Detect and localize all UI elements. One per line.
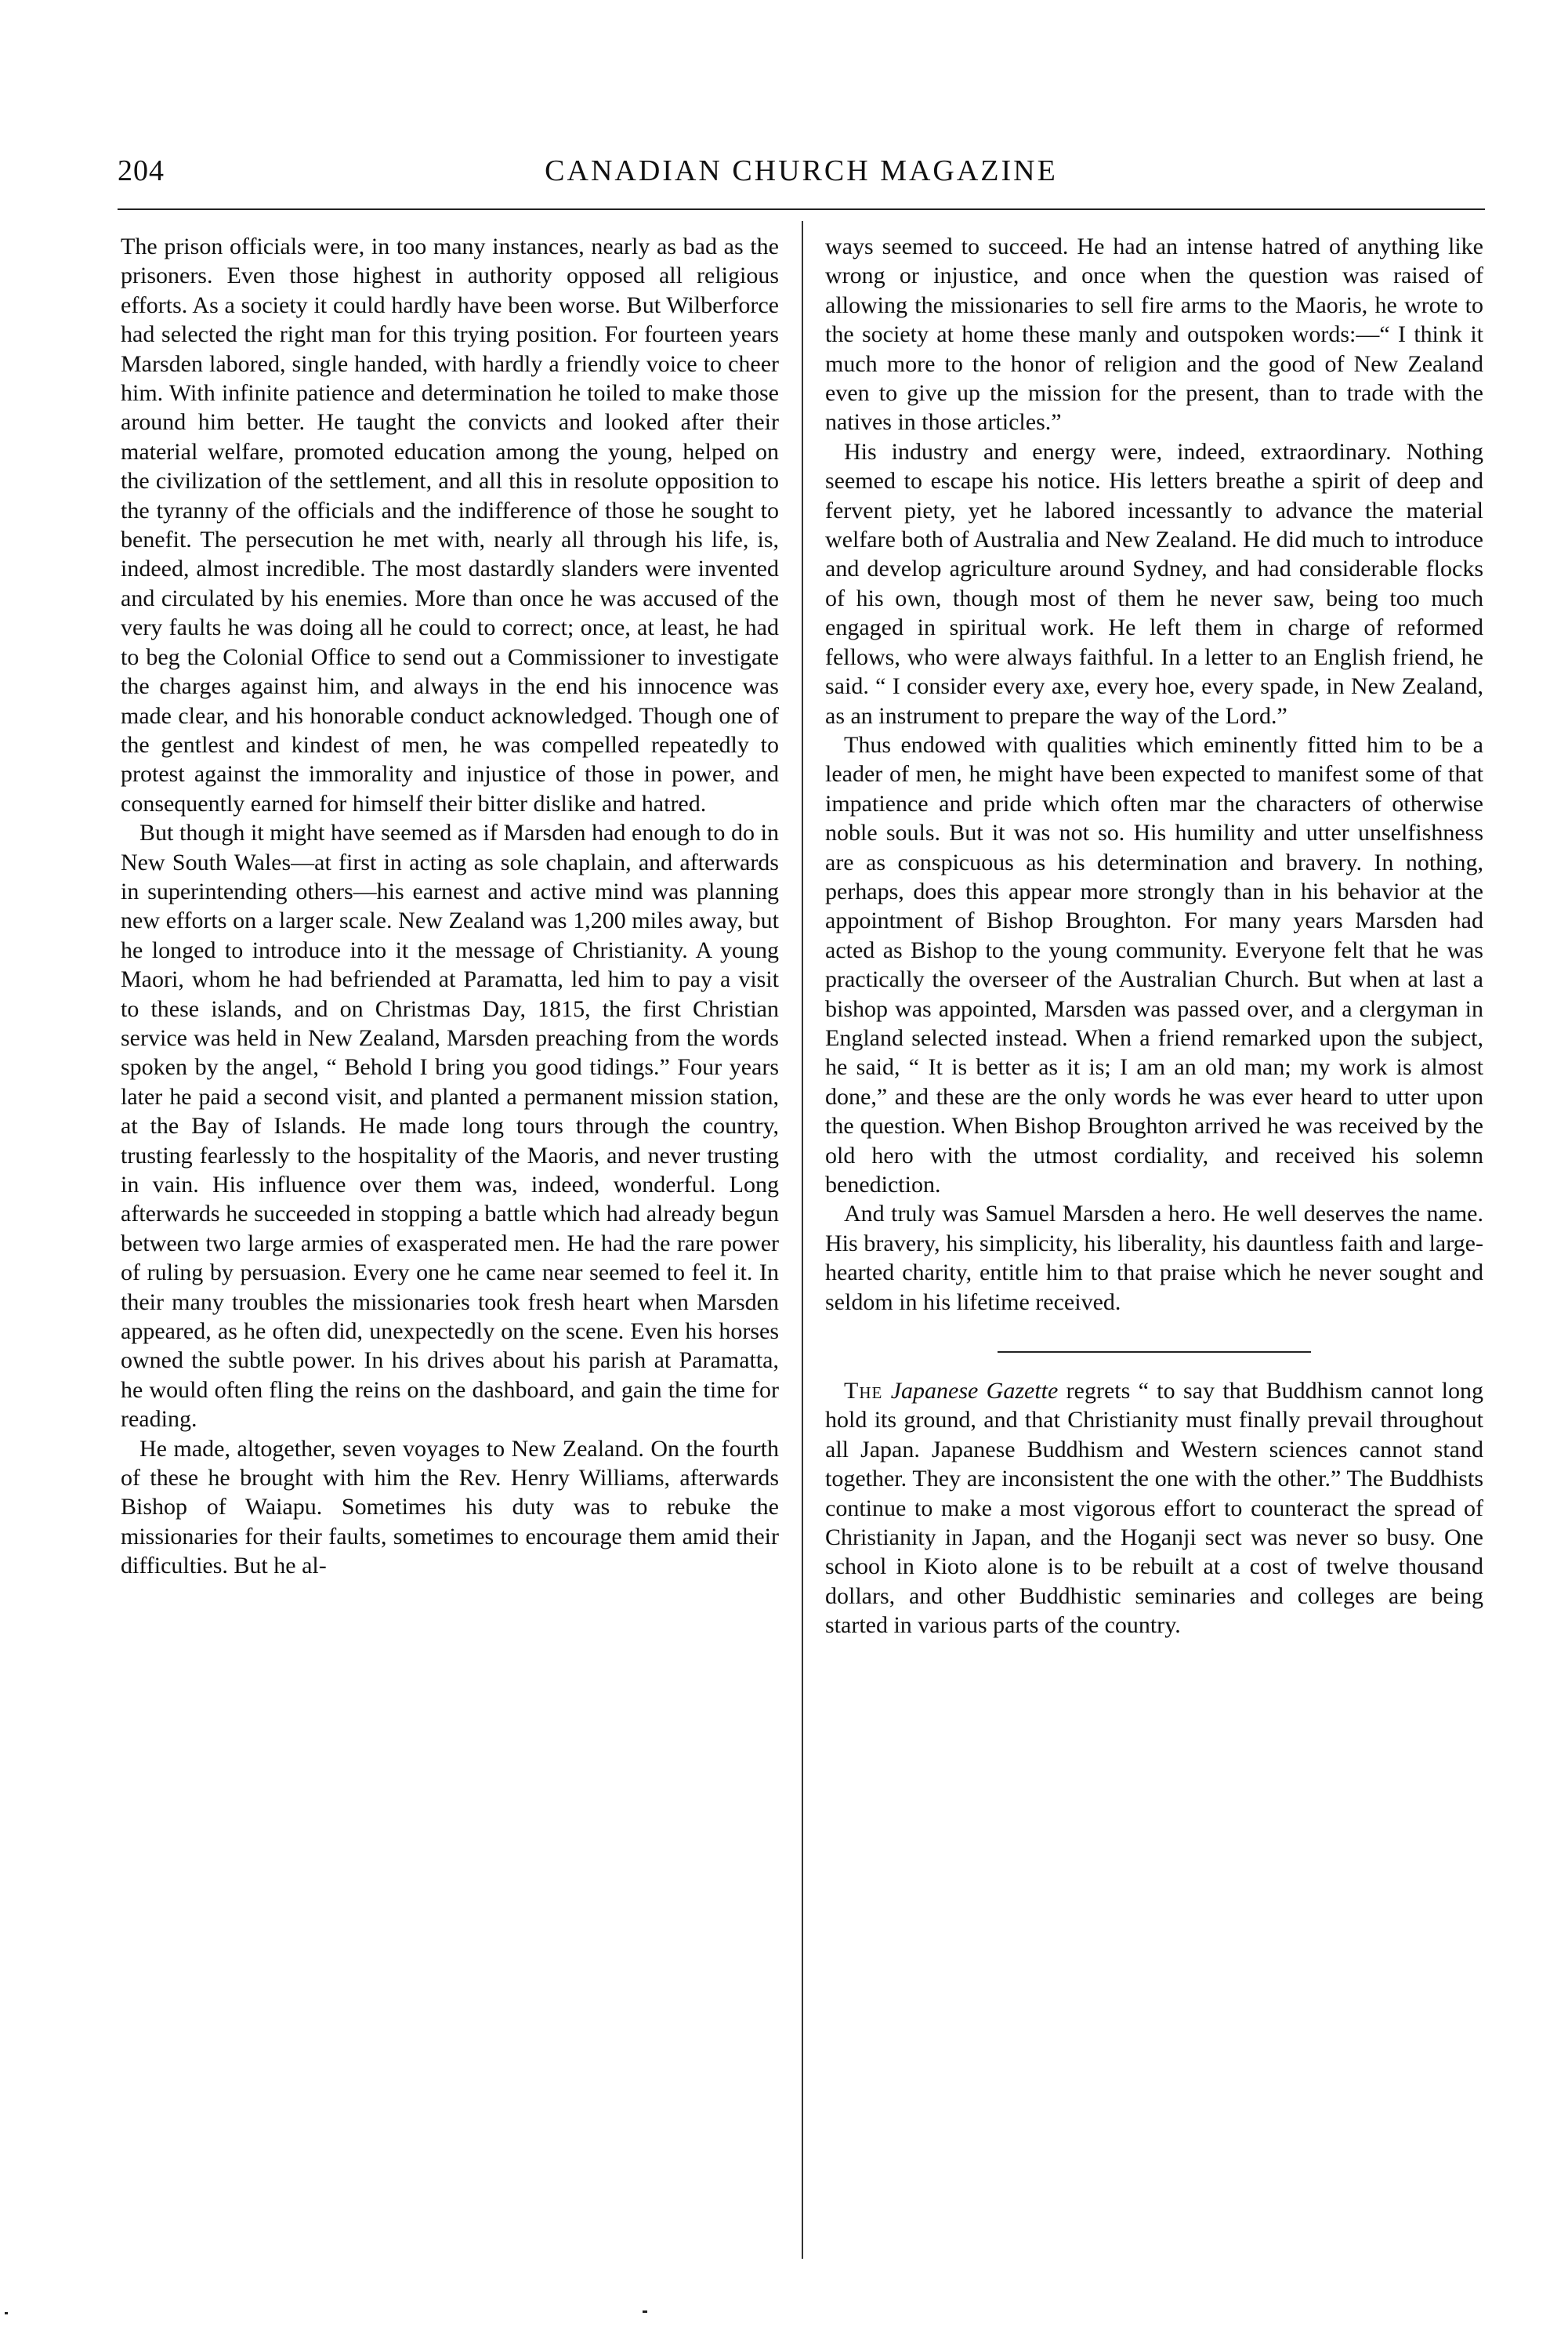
page-number: 204 (118, 154, 165, 187)
scan-speck (5, 2312, 8, 2314)
publication-title: Japanese Gazette (890, 1378, 1059, 1404)
paragraph: ways seemed to succeed. He had an intense hatred of anything like wrong or injustice, and once when the question was raised of allowing the missionaries to sell fire arms to the Maoris, he wrote to the society at home these manly and outspoken words:—“ I think it much more to the honor of religion and the good of New Zealand even to give up the mission for the present, than to trade with the natives in those articles.” (825, 234, 1483, 436)
lead-word: The (844, 1378, 883, 1404)
paragraph: And truly was Samuel Marsden a hero. He well deserves the name. His bravery, his simplicity, his liberality, his dauntless faith and large-hearted charity, entitle him to that praise which he never sought and seldom in his lifetime received. (825, 1201, 1483, 1315)
paragraph: His industry and energy were, indeed, extraordinary. Nothing seemed to escape his notice. His letters breathe a spirit of deep and fervent piety, yet he labored incessantly to advance the material welfare both of Australia and New Zealand. He did much to introduce and develop agriculture around Sydney, and had considerable flocks of his own, though most of them he never saw, being too much engaged in spiritual work. He left them in charge of reformed fellows, who were always faithful. In a letter to an English friend, he said. “ I consider every axe, every hoe, every spade, in New Zealand, as an instrument to prepare the way of the Lord.” (825, 438, 1483, 729)
paragraph: Thus endowed with qualities which eminently fitted him to be a leader of men, he might have been expected to manifest some of that impatience and pride which often mar the characters of otherwise noble souls. But it was not so. His humility and utter unselfishness are as conspicuous as his determination and bravery. In nothing, perhaps, does this appear more strongly than in his behavior at the appointment of Bishop Broughton. For many years Marsden had acted as Bishop to the young community. Everyone felt that he was practically the overseer of the Australian Church. But when at last a bishop was appointed, Marsden was passed over, and a clergyman in England selected instead. When a friend remarked upon the subject, he said, “ It is better as it is; I am an old man; my work is almost done,” and these are the only words he was ever heard to utter upon the question. When Bishop Broughton arrived he was received by the old hero with the utmost cordiality, and received his solemn benediction. (825, 731, 1483, 1198)
right-column (825, 232, 1483, 1640)
running-title: CANADIAN CHURCH MAGAZINE (545, 154, 1058, 187)
paragraph: But though it might have seemed as if Marsden had enough to do in New South Wales—at first in acting as sole chaplain, and afterwards in superintending others—his earnest and active mind was planning new efforts on a larger scale. New Zealand was 1,200 miles away, but he longed to introduce into it the message of Christianity. A young Maori, whom he had befriended at Paramatta, led him to pay a visit to these islands, and on Christmas Day, 1815, the first Christian service was held in New Zealand, Marsden preaching from the words spoken by the angel, “ Behold I bring you good tidings.” Four years later he paid a second visit, and planted a permanent mission station, at the Bay of Islands. He made long tours through the country, trusting fearlessly to the hospitality of the Maoris, and never trusting in vain. His influence over them was, indeed, wonderful. Long afterwards he succeeded in stopping a battle which had already begun between two large armies of exasperated men. He had the rare power of ruling by persuasion. Every one he came near seemed to feel it. In their many troubles the missionaries took fresh heart when Marsden appeared, as he often did, unexpectedly on the scene. Even his horses owned the subtle power. In his drives about his parish at Paramatta, he would often fling the reins on the dashboard, and gain the time for reading. (121, 820, 779, 1433)
paragraph: The prison officials were, in too many instances, nearly as bad as the prisoners. Even those highest in authority opposed all religious efforts. As a society it could hardly have been worse. But Wilberforce had selected the right man for this trying position. For fourteen years Marsden labored, single handed, with hardly a friendly voice to cheer him. With infinite patience and determination he toiled to make those around him better. He taught the convicts and looked after their material welfare, promoted education among the young, helped on the civilization of the settlement, and all this in resolute opposition to the tyranny of the officials and the indifference of those he sought to benefit. The persecution he met with, nearly all through his life, is, indeed, almost incredible. The most dastardly slanders were invented and circulated by his enemies. More than once he was accused of the very faults he was doing all he could to correct; once, at least, he had to beg the Colonial Office to send out a Commissioner to investigate the charges against him, and always in the end his innocence was made clear, and his honorable conduct acknowledged. Though one of the gentlest and kindest of men, he was compelled repeatedly to protest against the immorality and injustice of those in power, and consequently earned for himself their bitter dislike and hatred. (121, 234, 779, 817)
header-rule (118, 208, 1485, 210)
paragraph: He made, altogether, seven voyages to New Zealand. On the fourth of these he brought with him the Rev. Henry Williams, afterwards Bishop of Waiapu. Sometimes his duty was to rebuke the missionaries for their faults, sometimes to encourage them amid their difficulties. But he al- (121, 1435, 779, 1579)
scan-speck (643, 2310, 647, 2313)
news-item (825, 1376, 1483, 1640)
news-item-text: regrets “ to say that Buddhism cannot long hold its ground, and that Christianity must finally prevail throughout all Japan. Japanese Buddhism and Western sciences cannot stand together. They are inconsistent the one with the other.” The Buddhists continue to make a most vigorous effort to counteract the spread of Christianity in Japan, and the Hoganji sect was never so busy. One school in Kioto alone is to be rebuilt at a cost of twelve thousand dollars, and other Buddhistic seminaries and colleges are being started in various parts of the country. (825, 1378, 1484, 1639)
section-divider (998, 1351, 1311, 1353)
column-divider (802, 221, 803, 2259)
left-column (121, 232, 779, 1581)
page-header (118, 154, 1485, 201)
